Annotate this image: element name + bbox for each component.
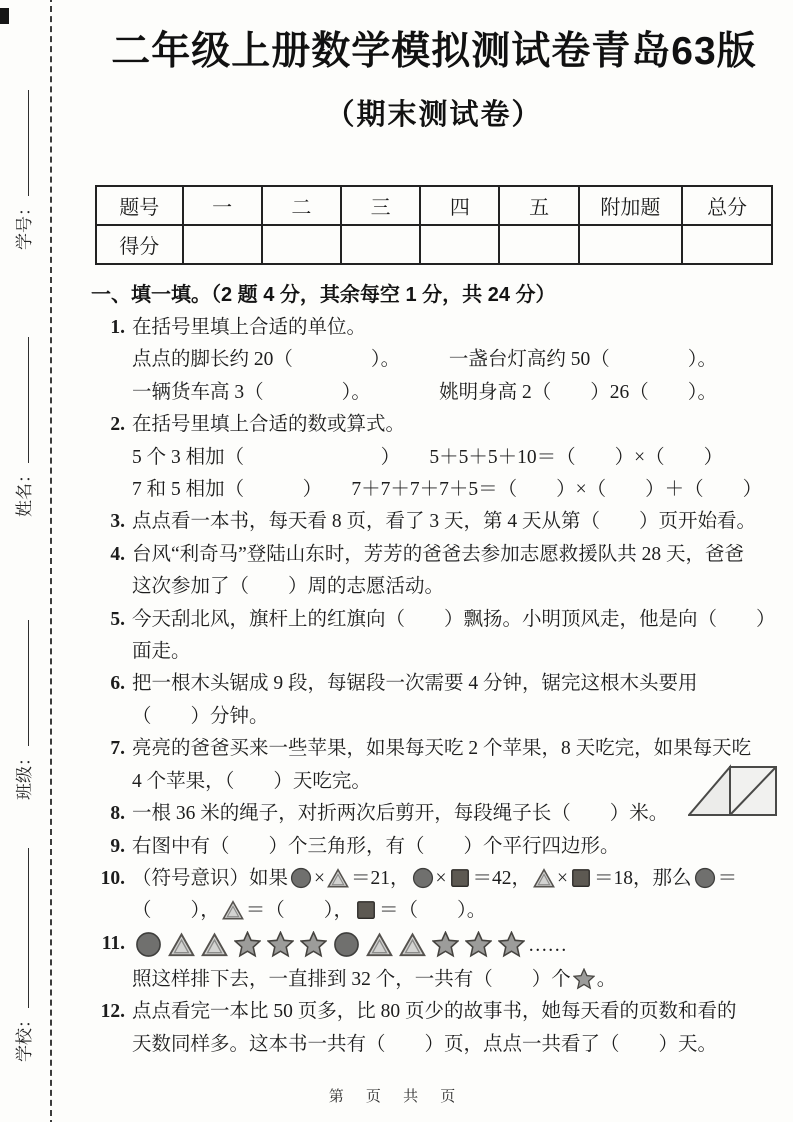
question-line: （ ）分钟。: [132, 705, 269, 727]
sidebar-field-school: [9, 848, 35, 1062]
question-number: 4.: [110, 543, 125, 565]
question-number: 7.: [110, 738, 125, 760]
score-table-header-row: [96, 186, 772, 225]
question-line: 这次参加了（ ）周的志愿活动。: [132, 576, 445, 598]
question-line: 点点看一本书，每天看 8 页，看了 3 天，第 4 天从第（ ）页开始看。: [132, 511, 757, 533]
fill-in-line: [15, 848, 29, 1008]
triangle-icon: [363, 935, 396, 956]
question-line: 台风“利奇马”登陆山东时，芳芳的爸爸去参加志愿救援队共 28 天，爸爸: [132, 543, 745, 565]
question-line: 一根 36 米的绳子，对折两次后剪开，每段绳子长（ ）米。: [132, 803, 669, 825]
question-text: ＝42，: [472, 867, 532, 889]
page-subtitle: （期末测试卷）: [325, 99, 543, 131]
question-line: [132, 928, 773, 964]
score-table-cell: 四: [420, 186, 499, 225]
triangle-icon: [531, 868, 557, 889]
circle-icon: [132, 935, 165, 956]
paper-content: [91, 0, 776, 1061]
question-number: 3.: [110, 511, 125, 533]
score-table-cell: 总分: [682, 186, 772, 225]
star-icon: [264, 935, 297, 956]
question-text: ×: [314, 867, 326, 889]
question-line: 一辆货车高 3（ ）。 姚明身高 2（ ）26（ ）。: [132, 381, 718, 403]
score-input-cell: [579, 225, 682, 264]
question-body: [132, 668, 773, 733]
question-item: [95, 312, 773, 409]
question-body: [132, 863, 773, 928]
score-table-score-row: [96, 225, 772, 264]
question-line: [132, 895, 773, 927]
question-text: 照这样排下去，一直排到 32 个，一共有（ ）个: [132, 968, 571, 990]
question-line: [132, 964, 773, 996]
question-number: 6.: [110, 673, 125, 695]
question-text: ×: [435, 867, 447, 889]
score-input-cell: [183, 225, 262, 264]
question-line: 5 个 3 相加（ ） 5＋5＋5＋10＝（ ）×（ ）: [132, 446, 724, 468]
triangle-icon: [198, 935, 231, 956]
triangle-icon: [325, 868, 351, 889]
question-line: 点点看完一本比 50 页多，比 80 页少的故事书，她每天看的页数和看的: [132, 1001, 737, 1023]
question-item: [95, 733, 773, 798]
question-item: [95, 506, 773, 538]
circle-icon: [410, 868, 436, 889]
question-body: [132, 409, 773, 506]
score-table-cell: 题号: [96, 186, 183, 225]
scan-corner-mark: [0, 8, 9, 24]
question-item: [95, 831, 773, 863]
square-icon: [447, 868, 473, 889]
fill-in-line: [15, 620, 29, 746]
star-icon: [297, 935, 330, 956]
star-icon: [231, 935, 264, 956]
question-list: [95, 312, 776, 1061]
triangle-icon: [396, 935, 429, 956]
star-icon: [462, 935, 495, 956]
question-number: 12.: [100, 1001, 125, 1023]
question-number: 2.: [110, 414, 125, 436]
question-line: 在括号里填上合适的单位。: [132, 317, 367, 338]
sidebar-field-name: [9, 337, 35, 517]
question-text: ＝（ ），: [245, 900, 354, 922]
field-label: 学号：: [14, 199, 34, 250]
star-icon: [571, 969, 597, 990]
field-label: 姓名：: [14, 466, 34, 517]
question-number: 5.: [110, 608, 125, 630]
question-body: [132, 312, 773, 409]
question-text: ＝18，那么: [594, 867, 692, 889]
score-table-cell: 二: [262, 186, 341, 225]
fill-in-line: [15, 90, 29, 196]
question-item: [95, 409, 773, 506]
question-body: [132, 798, 773, 830]
sidebar-field-student-number: [9, 90, 35, 250]
score-table-cell: 得分: [96, 225, 183, 264]
question-line: 点点的脚长约 20（ ）。 一盏台灯高约 50（ ）。: [132, 349, 718, 371]
question-text: （ ），: [132, 900, 220, 922]
question-text: ×: [557, 867, 569, 889]
question-line: 今天刮北风，旗杆上的红旗向（ ）飘扬。小明顶风走，他是向（ ）: [132, 608, 776, 630]
score-input-cell: [262, 225, 341, 264]
question-line: 亮亮的爸爸买来一些苹果，如果每天吃 2 个苹果，8 天吃完，如果每天吃: [132, 738, 752, 760]
score-input-cell: [341, 225, 420, 264]
score-input-cell: [499, 225, 578, 264]
circle-icon: [692, 868, 718, 889]
question-number: 8.: [110, 803, 125, 825]
question-item: [95, 996, 773, 1061]
score-table-cell: 三: [341, 186, 420, 225]
question-text: ……: [528, 934, 567, 956]
question-number: 10.: [100, 867, 125, 889]
score-table-cell: 一: [183, 186, 262, 225]
q9-triangle-parallelogram-figure: [688, 757, 778, 819]
question-item: [95, 668, 773, 733]
question-line: 天数同样多。这本书一共有（ ）页，点点一共看了（ ）天。: [132, 1033, 718, 1055]
score-table: [95, 185, 773, 265]
square-icon: [568, 868, 594, 889]
question-line: 面走。: [132, 641, 191, 663]
question-body: [132, 996, 773, 1061]
score-input-cell: [682, 225, 772, 264]
question-line: 把一根木头锯成 9 段，每锯段一次需要 4 分钟，锯完这根木头要用: [132, 673, 698, 695]
sidebar-field-class: [9, 620, 35, 800]
question-text: ＝: [717, 867, 738, 889]
field-label: 学校：: [14, 1011, 34, 1062]
question-item: [95, 928, 773, 996]
question-text: （符号意识）如果: [132, 867, 289, 889]
margin-dashed-line: [50, 0, 52, 1122]
square-icon: [353, 900, 379, 921]
page-title: 二年级上册数学模拟测试卷青岛63版: [111, 30, 757, 73]
question-number: 1.: [110, 317, 125, 338]
question-number: 9.: [110, 835, 125, 857]
star-icon: [495, 935, 528, 956]
question-line: 在括号里填上合适的数或算式。: [132, 414, 406, 436]
question-line: 右图中有（ ）个三角形，有（ ）个平行四边形。: [132, 835, 620, 857]
question-item: [95, 539, 773, 604]
question-body: [132, 733, 773, 798]
score-table-cell: 附加题: [579, 186, 682, 225]
score-table-cell: 五: [499, 186, 578, 225]
question-text: ＝（ ）。: [379, 900, 487, 922]
question-body: [132, 928, 773, 996]
star-icon: [429, 935, 462, 956]
triangle-icon: [165, 935, 198, 956]
question-body: [132, 604, 776, 669]
question-item: [95, 604, 776, 669]
question-number: 11.: [101, 932, 125, 954]
score-input-cell: [420, 225, 499, 264]
field-label: 班级：: [14, 749, 34, 800]
section-1-heading: 一、填一填。（2 题 4 分，其余每空 1 分，共 24 分）: [91, 284, 556, 306]
question-line: 7 和 5 相加（ ） 7＋7＋7＋7＋5＝（ ）×（ ）＋（ ）: [132, 479, 763, 501]
question-body: [132, 539, 773, 604]
question-item: [95, 863, 773, 928]
circle-icon: [288, 868, 314, 889]
question-text: ＝21，: [351, 867, 410, 889]
question-line: [132, 863, 773, 895]
question-body: [132, 506, 773, 538]
page-footer: 第 页 共 页: [328, 1088, 465, 1105]
question-item: [95, 798, 773, 830]
question-text: 。: [596, 968, 617, 990]
fill-in-line: [15, 337, 29, 463]
circle-icon: [330, 935, 363, 956]
question-line: 4 个苹果，（ ）天吃完。: [132, 770, 371, 792]
triangle-icon: [220, 900, 246, 921]
question-body: [132, 831, 773, 863]
